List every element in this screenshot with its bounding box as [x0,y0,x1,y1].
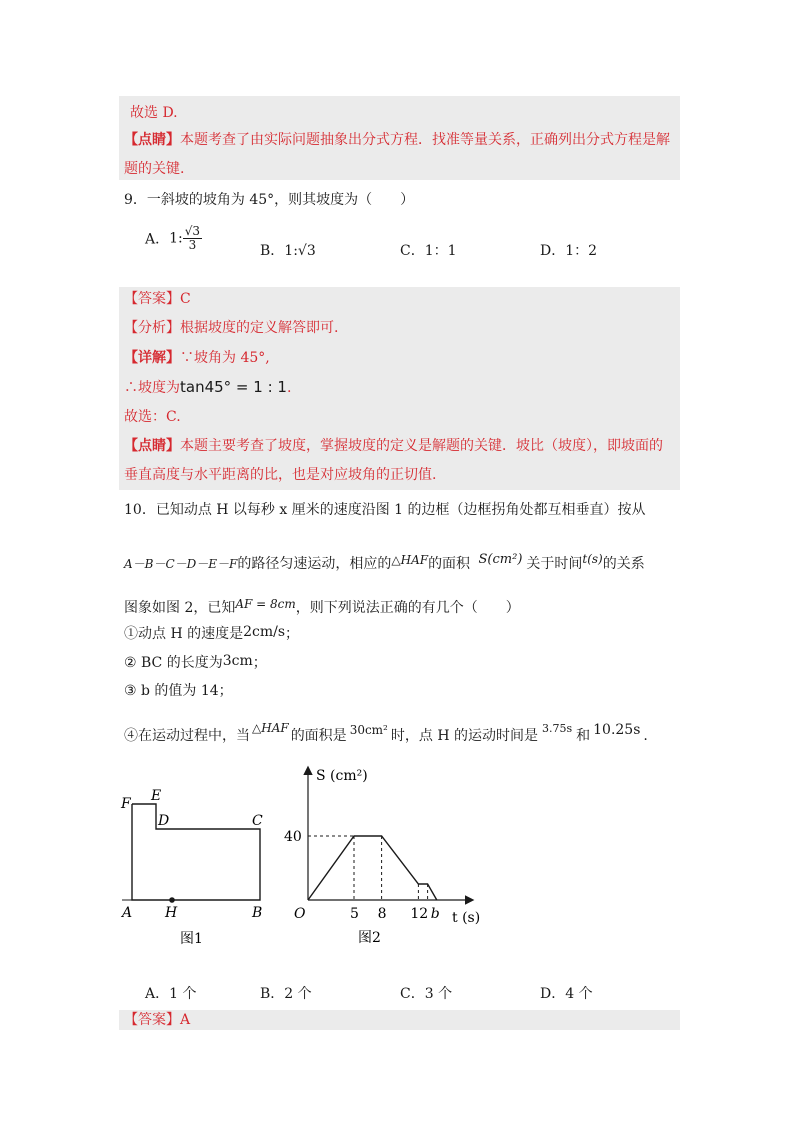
q10-line3-a: 图象如图 2，已知 [124,600,236,616]
q10-path: A－B－C－D－E－F [124,557,238,571]
x-tick-labels [350,906,440,922]
q10-statement-2 [124,651,267,673]
q9-therefore [124,377,291,398]
x-tick-b: b [430,906,440,922]
q9-detail [124,348,270,368]
q10-statement-3: ③ b 的值为 14； [124,683,233,699]
s4-c: 时，点 H 的运动时间是 [390,728,538,744]
x-axis-label: t (s) [452,910,481,926]
detail-text: ∵坡角为 45°, [180,350,270,366]
q10-about-time: 关于时间 [526,556,583,572]
top-choice-line: 故选 D. [130,105,178,121]
q10-option-c: C．3 个 [400,986,453,1002]
dianjing-text: 本题主要考查了坡度，掌握坡度的定义是解题的关键．坡比（坡度），即坡面的 [180,438,663,454]
q9-option-b [260,240,316,260]
q10-line3-b: ，则下列说法正确的有几个（ ） [295,600,520,616]
q9-choice: 故选：C. [124,409,181,425]
s1-b: ； [285,626,300,642]
s4-end: . [643,728,648,744]
q10-stem-line1: 10．已知动点 H 以每秒 x 厘米的速度沿图 1 的边框（边框拐角处都互相垂直）按从 [124,502,646,518]
x-tick-8: 8 [377,906,387,922]
q10-answer-box [119,1010,680,1030]
q9-analysis: 【分析】根据坡度的定义解答即可. [124,320,339,336]
q10-answer: 【答案】A [124,1012,191,1028]
q9-option-a-fraction [183,225,202,252]
q10-area-symbol: S(cm²) [478,552,523,567]
label-b: B [252,905,263,921]
q9-option-c: C．1：1 [400,243,457,259]
label-f: F [121,796,131,812]
q10-stem-line3 [124,594,520,618]
q10-relation: 的关系 [602,556,645,572]
area-curve [308,836,437,900]
label-a: A [122,905,133,921]
top-dianjing-line [124,130,670,150]
dianjing-tag: 【点睛】 [124,132,180,148]
q9-stem: 9．一斜坡的坡角为 45°，则其坡度为（ ） [124,192,415,208]
q9-option-a-label: A． [145,231,170,248]
s4-and: 和 [576,728,591,744]
origin-label: O [294,906,306,922]
figure-2-svg [280,760,500,950]
s4-triangle: △HAF [252,721,289,735]
q10-area-label: 的面积 [428,556,471,572]
s2-a: ② BC 的长度为 [124,655,223,671]
figure-1 [110,780,290,950]
q10-time-symbol: t(s) [582,552,603,566]
q10-option-b: B．2 个 [260,986,312,1002]
detail-tag: 【详解】 [124,350,180,366]
q10-option-d: D．4 个 [540,986,593,1002]
s4-area: 30cm² [349,723,388,737]
q10-option-a: A．1 个 [145,986,197,1002]
s2-b: ； [252,655,267,671]
q9-option-a-prefix: 1: [169,230,183,247]
q9-option-d: D．1：2 [540,243,598,259]
dianjing-text: 本题考查了由实际问题抽象出分式方程．找准等量关系，正确列出分式方程是解 [180,132,670,148]
s4-a: ④在运动过程中，当 [124,728,250,744]
therefore-prefix: ∴坡度为 [124,380,180,396]
q10-triangle: △HAF [391,553,429,567]
therefore-math: tan45° = 1 : 1 [180,378,287,396]
label-d: D [158,813,170,829]
s1-a: ①动点 H 的速度是 [124,626,244,642]
x-tick-5: 5 [350,906,359,922]
s1-val: 2cm/s [243,624,286,640]
s4-b: 的面积是 [290,728,347,744]
q9-dianjing [124,436,663,456]
q10-mid: 的路径匀速运动，相应的 [237,556,392,572]
point-h [169,897,175,903]
label-c: C [252,813,263,829]
figure-1-caption: 图1 [180,931,203,947]
q9-answer: 【答案】C [124,291,191,307]
s4-t1: 3.75s [541,722,573,735]
x-tick-12: 12 [410,906,429,922]
fraction-denominator: 3 [188,238,197,252]
fraction-numerator: √3 [184,224,201,238]
q10-statement-1 [124,622,299,644]
figure-1-svg [110,780,290,950]
q10-statement-4 [124,718,648,746]
label-h: H [165,905,178,921]
figure-2-caption: 图2 [358,930,381,946]
guide-lines [308,836,428,900]
q10-af-eq: AF = 8cm [235,597,296,611]
q9-option-b-label: B． [260,243,285,259]
label-e: E [151,788,162,804]
q9-option-b-value: 1:√3 [284,243,316,259]
dianjing-tag: 【点睛】 [124,438,180,454]
y-axis-label: S (cm²) [316,768,368,784]
q9-dianjing-line2: 垂直高度与水平距离的比，也是对应坡角的正切值. [124,467,437,483]
figure-2 [280,760,500,950]
y-tick-40: 40 [284,829,302,845]
top-dianjing-line2: 题的关键. [124,161,185,177]
therefore-suffix: . [286,380,292,396]
s2-val: 3cm [222,653,253,669]
s4-t2: 10.25s [593,722,641,738]
q10-stem-line2 [124,549,645,574]
figure-1-frame [132,804,260,900]
q9-option-a [145,225,202,252]
